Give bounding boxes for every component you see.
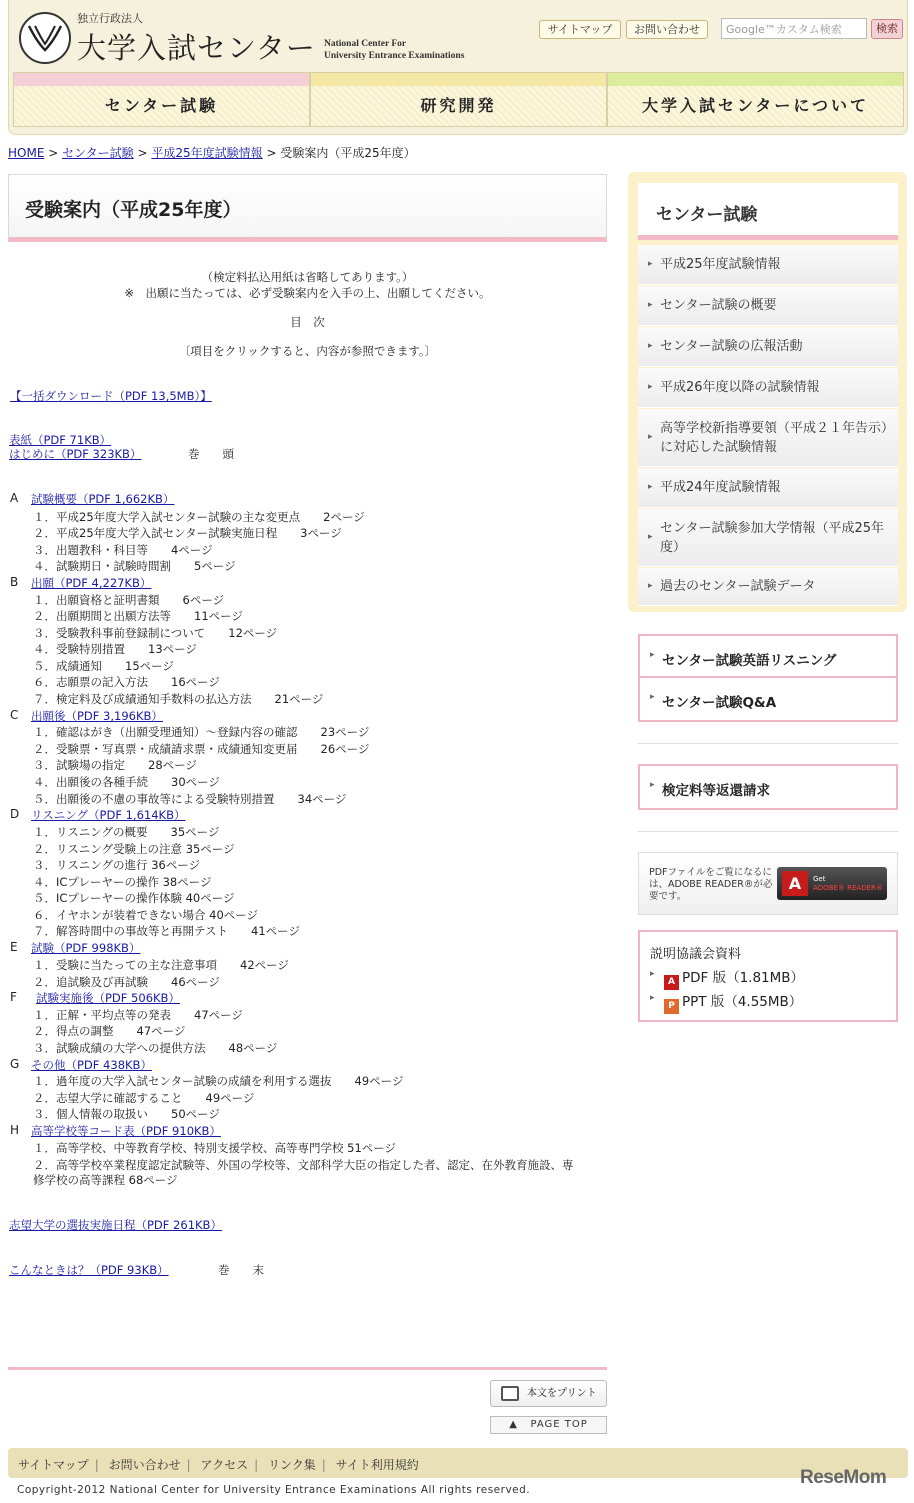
sitemap-button[interactable]: サイトマップ <box>539 20 621 39</box>
list-item: ５．成績通知 15ページ <box>33 659 174 673</box>
adobe-note: PDFファイルをご覧になるには、ADOBE READER®が必要です。 <box>649 867 773 902</box>
list-item: ２．受験票・写真票・成績請求票・成績通知変更届 26ページ <box>33 742 370 756</box>
list-item: ２．志望大学に確認すること 49ページ <box>33 1091 255 1105</box>
section-f-link[interactable]: 試験実施後（PDF 506KB） <box>36 991 180 1005</box>
adobe-reader-box <box>638 852 898 915</box>
briefing-ppt-label: PPT 版（4.55MB） <box>682 994 803 1010</box>
footer-link-terms[interactable]: サイト利用規約 <box>335 1458 419 1472</box>
footer-link-sitemap[interactable]: サイトマップ <box>18 1458 89 1472</box>
page-title-box <box>8 174 607 242</box>
sidebar-item[interactable]: ▸ 平成24年度試験情報 <box>638 468 898 508</box>
sidebar-item[interactable]: ▸ 平成25年度試験情報 <box>638 245 898 285</box>
list-item: ７．解答時間中の事故等と再開テスト 41ページ <box>33 924 300 938</box>
briefing-title: 説明協議会資料 <box>650 947 742 962</box>
sidebar-item[interactable]: ▸ 高等学校新指導要領（平成２１年告示）に対応した試験情報 <box>638 409 898 467</box>
section-c-link[interactable]: 出願後（PDF 3,196KB） <box>31 709 163 723</box>
adobe-badge-line2: ADOBE® READER® <box>813 884 883 892</box>
list-item: １．高等学校、中等教育学校、特別支援学校、高等専門学校 51ページ <box>33 1141 397 1155</box>
site-header <box>8 0 908 135</box>
list-item: １．出願資格と証明書類 6ページ <box>33 593 225 607</box>
breadcrumb-separator: > <box>137 146 148 160</box>
triangle-icon: ▸ <box>650 993 655 1003</box>
list-item: １．過年度の大学入試センター試験の成績を利用する選抜 49ページ <box>33 1074 404 1088</box>
list-item: ３．受験教科事前登録制について 12ページ <box>33 626 278 640</box>
ppt-file-icon: P <box>664 999 679 1014</box>
divider <box>8 1367 607 1370</box>
list-item: ３．試験場の指定 28ページ <box>33 758 197 772</box>
list-item: ３．個人情報の取扱い 50ページ <box>33 1107 220 1121</box>
breadcrumb-center-exam[interactable]: センター試験 <box>62 146 134 160</box>
list-item: ４．受験特別措置 13ページ <box>33 642 197 656</box>
briefing-pdf-label: PDF 版（1.81MB） <box>682 970 805 986</box>
briefing-materials-box <box>638 930 898 1022</box>
breadcrumb-separator: > <box>48 146 59 160</box>
briefing-ppt-link[interactable] <box>650 990 803 1014</box>
get-adobe-reader-button[interactable] <box>777 867 887 900</box>
sidebar-heading: センター試験 <box>638 183 898 240</box>
watermark-logo: ReseMom <box>800 1467 887 1488</box>
adobe-logo-icon: A <box>782 871 808 896</box>
logo-title[interactable]: 大学入試センター <box>77 31 316 65</box>
logo-english-line1: National Center For <box>324 39 407 49</box>
breadcrumb-separator: > <box>266 146 277 160</box>
list-item: ４．ICプレーヤーの操作 38ページ <box>33 875 212 889</box>
footer-link-contact[interactable]: お問い合わせ <box>108 1458 181 1472</box>
schedule-link[interactable]: 志望大学の選抜実施日程（PDF 261KB） <box>9 1218 222 1232</box>
triangle-icon: ▸ <box>650 969 655 979</box>
list-item: ３．出題教科・科目等 4ページ <box>33 543 213 557</box>
list-item: ２．出願期間と出願方法等 11ページ <box>33 609 243 623</box>
divider <box>638 743 898 744</box>
cover-link[interactable]: 表紙（PDF 71KB） <box>9 433 112 447</box>
breadcrumb-home[interactable]: HOME <box>8 146 45 160</box>
footer-bar <box>8 1448 908 1478</box>
page-top-label: PAGE TOP <box>530 1419 588 1430</box>
list-item: ３．試験成績の大学への提供方法 48ページ <box>33 1041 278 1055</box>
section-letter: G <box>10 1057 20 1071</box>
list-item: ２．追試験及び再試験 46ページ <box>33 975 220 989</box>
list-item: ５．出願後の不慮の事故等による受験特別措置 34ページ <box>33 792 347 806</box>
print-button-label: 本文をプリント <box>527 1388 597 1399</box>
section-letter: H <box>10 1123 20 1137</box>
list-item: ５．ICプレーヤーの操作体験 40ページ <box>33 891 235 905</box>
list-item: ３．リスニングの進行 36ページ <box>33 858 201 872</box>
copyright: Copyright-2012 National Center for University Entrance Examinations All rights reserved. <box>17 1484 531 1496</box>
list-item: ２．平成25年度大学入試センター試験実施日程 3ページ <box>33 526 342 540</box>
print-button[interactable] <box>490 1380 607 1407</box>
sidebar-item[interactable]: ▸ センター試験の概要 <box>638 286 898 326</box>
arrow-up-icon: ▲ <box>509 1419 518 1430</box>
footer-link-links[interactable]: リンク集 <box>267 1458 316 1472</box>
section-letter: A <box>10 491 19 505</box>
section-b-link[interactable]: 出願（PDF 4,227KB） <box>31 576 152 590</box>
logo-english <box>324 38 504 62</box>
list-item: １．正解・平均点等の発表 47ページ <box>33 1008 243 1022</box>
logo-emblem-icon[interactable] <box>19 12 71 64</box>
promo-box <box>638 634 898 722</box>
section-a-link[interactable]: 試験概要（PDF 1,662KB） <box>31 492 175 506</box>
note-line-1: （検定料払込用紙は省略してあります。） <box>201 270 414 284</box>
list-item: ６．イヤホンが装着できない場合 40ページ <box>33 908 259 922</box>
qa-link[interactable]: ▸ センター試験Q&A <box>640 678 896 720</box>
briefing-pdf-link[interactable] <box>650 966 805 990</box>
divider <box>638 831 898 832</box>
logo-english-line2: University Entrance Examinations <box>324 51 465 61</box>
list-item: ２．リスニング受験上の注意 35ページ <box>33 842 235 856</box>
page-top-button[interactable] <box>490 1416 607 1434</box>
promo-box <box>638 764 898 810</box>
list-item: １．受験に当たっての主な注意事項 42ページ <box>33 958 289 972</box>
section-e-link[interactable]: 試験（PDF 998KB） <box>31 941 141 955</box>
front-matter-label: 巻 頭 <box>188 447 234 461</box>
nav-tab-about[interactable]: 大学入試センターについて <box>607 72 904 127</box>
note-line-2: ※ 出願に当たっては、必ず受験案内を入手の上、出願してください。 <box>124 286 491 300</box>
section-letter: F <box>10 990 17 1004</box>
search-input[interactable]: Google™カスタム検索 <box>721 18 867 39</box>
breadcrumb-current: 受験案内（平成25年度） <box>280 146 416 160</box>
list-item: ６．志願票の記入方法 16ページ <box>33 675 220 689</box>
search-button[interactable]: 検索 <box>871 19 903 39</box>
section-letter: D <box>10 807 20 821</box>
list-item: ４．試験期日・試験時間割 5ページ <box>33 559 236 573</box>
pdf-file-icon: A <box>664 975 679 990</box>
adobe-badge-line1: Get <box>813 875 826 883</box>
breadcrumb-h25-info[interactable]: 平成25年度試験情報 <box>151 146 263 160</box>
section-g-link[interactable]: その他（PDF 438KB） <box>31 1058 152 1072</box>
section-letter: B <box>10 575 19 589</box>
list-item: ２．得点の調整 47ページ <box>33 1024 186 1038</box>
bulk-download-link[interactable]: 【一括ダウンロード（PDF 13,5MB）】 <box>10 389 212 403</box>
listening-link[interactable]: ▸ センター試験英語リスニング <box>640 636 896 678</box>
sidebar-item[interactable]: ▸ 平成26年度以降の試験情報 <box>638 368 898 408</box>
list-item: ７．検定料及び成績通知手数料の払込方法 21ページ <box>33 692 324 706</box>
refund-link[interactable]: ▸ 検定料等返還請求 <box>640 766 896 808</box>
sidebar-item[interactable]: ▸ センター試験参加大学情報（平成25年度） <box>638 509 898 567</box>
sidebar-item[interactable]: ▸ センター試験の広報活動 <box>638 327 898 367</box>
toc-hint: 〔項目をクリックすると、内容が参照できます。〕 <box>178 344 437 358</box>
list-item: １．確認はがき（出願受理通知）～登録内容の確認 23ページ <box>33 725 370 739</box>
footer-links: サイトマップ | お問い合わせ | アクセス | リンク集 | サイト利用規約 <box>18 1458 419 1472</box>
toc-heading: 目 次 <box>290 315 325 329</box>
nav-tab-center-exam[interactable]: センター試験 <box>13 72 310 127</box>
global-nav <box>13 72 904 127</box>
breadcrumb <box>8 144 416 161</box>
faq-link[interactable]: こんなときは？（PDF 93KB） <box>9 1263 169 1277</box>
footer-link-access[interactable]: アクセス <box>200 1458 249 1472</box>
list-item: １．リスニングの概要 35ページ <box>33 825 220 839</box>
logo-subtitle: 独立行政法人 <box>77 12 143 25</box>
section-letter: C <box>10 708 19 722</box>
page-title: 受験案内（平成25年度） <box>25 199 242 221</box>
list-item: １．平成25年度大学入試センター試験の主な変更点 2ページ <box>33 510 365 524</box>
contact-button[interactable]: お問い合わせ <box>626 20 708 39</box>
section-h-link[interactable]: 高等学校等コード表（PDF 910KB） <box>31 1124 221 1138</box>
nav-tab-research[interactable]: 研究開発 <box>310 72 607 127</box>
section-d-link[interactable]: リスニング（PDF 1,614KB） <box>31 808 186 822</box>
list-item: ４．出願後の各種手続 30ページ <box>33 775 220 789</box>
intro-link[interactable]: はじめに（PDF 323KB） <box>9 447 142 461</box>
section-letter: E <box>10 940 18 954</box>
back-matter-label: 巻 末 <box>218 1263 264 1277</box>
printer-icon <box>501 1386 519 1401</box>
sidebar-item[interactable]: ▸ 過去のセンター試験データ <box>638 568 898 606</box>
list-item: ２．高等学校卒業程度認定試験等、外国の学校等、文部科学大臣の指定した者、認定、在外教育施設、専修学校の高等課程 68ページ <box>33 1158 574 1187</box>
